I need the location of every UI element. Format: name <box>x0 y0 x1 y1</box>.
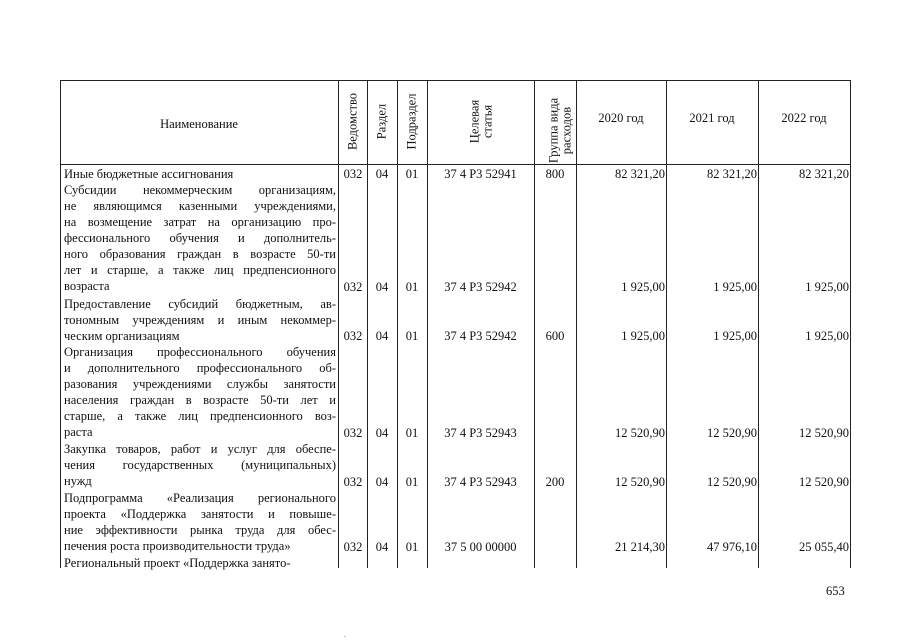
cell-name-line: нужд <box>64 474 92 489</box>
column-divider <box>338 80 339 568</box>
cell-name-line: Иные бюджетные ассигнования <box>64 167 234 181</box>
cell-name <box>64 555 336 571</box>
cell-2022: 1 925,00 <box>805 329 849 343</box>
cell-2021: 47 976,10 <box>707 539 757 554</box>
cell-name-line: фессионального обучения и дополнитель- <box>64 231 336 246</box>
cell-2022: 12 520,90 <box>799 426 849 441</box>
header-razdel: Раздел <box>374 103 389 140</box>
cell-2022: 12 520,90 <box>799 474 849 489</box>
header-2022: 2022 год <box>781 111 827 125</box>
cell-name-line: на возмещение затрат на организацию про- <box>64 215 336 230</box>
cell-name-line: населения граждан в возрасте 50-ти лет и <box>64 393 336 408</box>
cell-tselevaya-statya: 37 4 P3 52943 <box>444 426 517 441</box>
cell-2020: 82 321,20 <box>615 167 665 181</box>
cell-podrazdel: 01 <box>405 280 419 295</box>
header-name: Наименование <box>160 117 238 131</box>
cell-razdel: 04 <box>375 426 389 441</box>
cell-gruppa-vida: 600 <box>545 329 565 343</box>
cell-vedomstvo: 032 <box>343 280 363 295</box>
header-2020: 2020 год <box>598 111 644 125</box>
column-divider <box>576 80 577 568</box>
cell-vedomstvo: 032 <box>343 167 363 181</box>
cell-name-line: лет и старше, а также лиц предпенсионного <box>64 263 336 278</box>
cell-name-line: Субсидии некоммерческим организациям, <box>64 183 336 198</box>
cell-name <box>64 166 336 182</box>
cell-name-line: ного образования граждан в возрасте 50-ти <box>64 247 336 262</box>
cell-razdel: 04 <box>375 280 389 295</box>
table-border-top <box>60 80 851 81</box>
cell-razdel: 04 <box>375 167 389 181</box>
cell-name-line: Организация профессионального обучения <box>64 345 336 360</box>
cell-name-line: не являющимся казенными учреждениями, <box>64 199 336 214</box>
header-podrazdel: Подраздел <box>404 93 419 150</box>
cell-name-line: Предоставление субсидий бюджетным, ав- <box>64 296 336 311</box>
cell-2020: 21 214,30 <box>615 539 665 554</box>
cell-name-line: ние эффективности рынка труда для обес- <box>64 523 336 537</box>
cell-2021: 12 520,90 <box>707 426 757 441</box>
cell-2020: 12 520,90 <box>615 426 665 441</box>
cell-name-line: Подпрограмма «Реализация регионального <box>64 491 336 505</box>
column-divider <box>666 80 667 568</box>
cell-name <box>64 182 336 294</box>
header-vedomstvo: Ведомство <box>345 92 360 151</box>
cell-2022: 1 925,00 <box>805 280 849 295</box>
cell-name-line: проекта «Поддержка занятости и повыше- <box>64 507 336 521</box>
cell-razdel: 04 <box>375 474 389 489</box>
cell-name-line: старше, а также лиц предпенсионного воз- <box>64 409 336 424</box>
column-divider <box>534 80 535 568</box>
cell-podrazdel: 01 <box>405 474 419 489</box>
cell-vedomstvo: 032 <box>343 539 363 554</box>
cell-vedomstvo: 032 <box>343 329 363 343</box>
column-divider <box>397 80 398 568</box>
header-divider <box>60 164 851 165</box>
cell-name-line: возраста <box>64 279 110 294</box>
table-border-right <box>850 80 851 568</box>
cell-podrazdel: 01 <box>405 167 419 181</box>
cell-2021: 1 925,00 <box>713 329 757 343</box>
cell-tselevaya-statya: 37 4 P3 52942 <box>444 280 517 295</box>
cell-2022: 82 321,20 <box>799 167 849 181</box>
cell-razdel: 04 <box>375 329 389 343</box>
cell-2020: 1 925,00 <box>621 280 665 295</box>
cell-name-line: тономным учреждениям и иным некоммер- <box>64 312 336 327</box>
cell-name <box>64 490 336 554</box>
cell-gruppa-vida: 800 <box>545 167 565 181</box>
cell-name <box>64 296 336 344</box>
cell-2021: 12 520,90 <box>707 474 757 489</box>
cell-name-line: раста <box>64 425 93 440</box>
cell-name-line: и дополнительного профессионального об- <box>64 361 336 376</box>
cell-name-line: разования учреждениями службы занятости <box>64 377 336 392</box>
column-divider <box>367 80 368 568</box>
column-divider <box>427 80 428 568</box>
cell-name <box>64 441 336 489</box>
cell-name-line: Региональный проект «Поддержка занято- <box>64 555 291 570</box>
cell-2021: 1 925,00 <box>713 280 757 295</box>
cell-tselevaya-statya: 37 4 P3 52941 <box>444 167 517 181</box>
cell-gruppa-vida: 200 <box>545 474 565 489</box>
cell-name <box>64 344 336 440</box>
cell-tselevaya-statya: 37 4 P3 52943 <box>444 474 517 489</box>
cell-name-line: печения роста производительности труда» <box>64 539 291 553</box>
cell-2020: 12 520,90 <box>615 474 665 489</box>
cell-name-line: чения государственных (муниципальных) <box>64 458 336 473</box>
cell-vedomstvo: 032 <box>343 426 363 441</box>
scan-artifact <box>344 636 346 637</box>
cell-tselevaya-statya: 37 4 P3 52942 <box>444 329 517 343</box>
cell-name-line: ческим организациям <box>64 328 180 343</box>
cell-2020: 1 925,00 <box>621 329 665 343</box>
cell-podrazdel: 01 <box>405 329 419 343</box>
cell-tselevaya-statya: 37 5 00 00000 <box>444 539 517 554</box>
table-border-left <box>60 80 61 568</box>
cell-2021: 82 321,20 <box>707 167 757 181</box>
column-divider <box>758 80 759 568</box>
cell-vedomstvo: 032 <box>343 474 363 489</box>
header-2021: 2021 год <box>689 111 735 125</box>
cell-2022: 25 055,40 <box>799 539 849 554</box>
cell-razdel: 04 <box>375 539 389 554</box>
cell-podrazdel: 01 <box>405 426 419 441</box>
page-number: 653 <box>826 584 845 598</box>
cell-name-line: Закупка товаров, работ и услуг для обеспе- <box>64 442 336 457</box>
cell-podrazdel: 01 <box>405 539 419 554</box>
